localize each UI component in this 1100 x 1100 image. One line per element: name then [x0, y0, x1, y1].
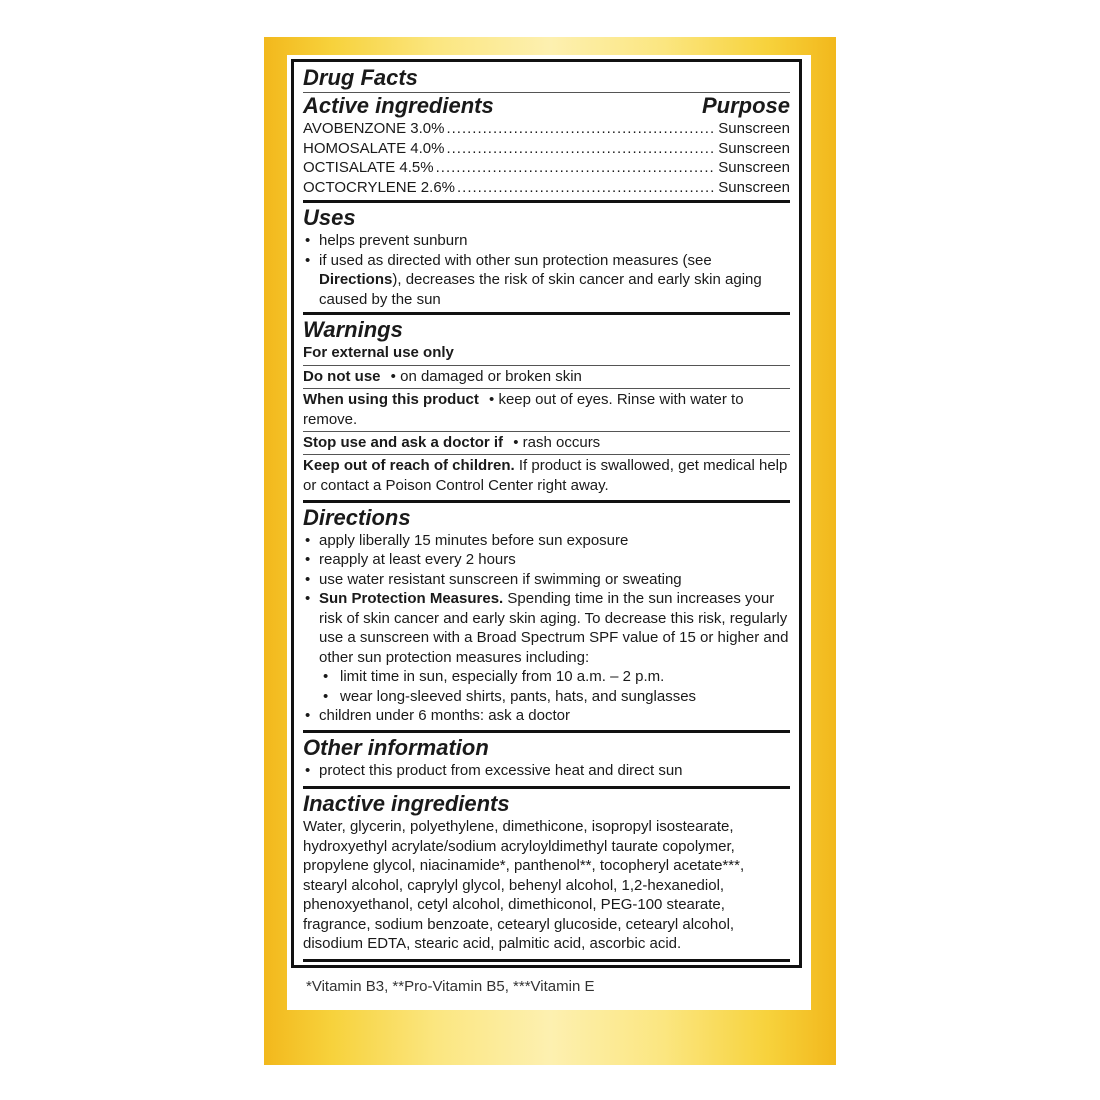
- leader-dots: [446, 119, 716, 139]
- other-information-item: • protect this product from excessive heat and direct sun: [303, 761, 790, 781]
- ingredient-purpose: Sunscreen: [718, 139, 790, 157]
- external-use-text: For external use only: [303, 344, 454, 361]
- leader-dots: [457, 178, 716, 198]
- inactive-ingredients-text: Water, glycerin, polyethylene, dimethicone, isopropyl isostearate, hydroxyethyl acrylate/sodium acryloyldimethyl taurate copolymer, propylene glycol, niacinamide*, panthenol**, tocopheryl acetate***, stearyl alcohol, caprylyl glycol, behenyl alcohol, 1,2-hexanediol, phenoxyethanol, cetyl alcohol, dimethiconol, PEG-100 stearate, fragrance, sodium benzoate, cetearyl glucoside, cetearyl alcohol, disodium EDTA, stearic acid, palmitic acid, ascorbic acid.: [303, 818, 745, 952]
- stop-use-text: rash occurs: [522, 433, 601, 451]
- inactive-ingredients-heading: Inactive ingredients: [303, 791, 510, 816]
- ingredient-purpose: Sunscreen: [718, 120, 790, 137]
- drug-facts-panel: [291, 59, 802, 968]
- questions-section: [303, 959, 790, 969]
- directions-item: [303, 589, 790, 667]
- ingredient-row: [303, 139, 790, 159]
- directions-section: [303, 500, 790, 730]
- other-information-heading: Other information: [303, 734, 489, 760]
- keep-out-line: [303, 454, 790, 497]
- uses-item-text: if used as directed with other sun protection measures (see: [319, 251, 712, 269]
- active-ingredients-header: [303, 92, 790, 119]
- ingredient-purpose: Sunscreen: [718, 178, 790, 196]
- ingredient-name: HOMOSALATE 4.0%: [303, 139, 445, 157]
- do-not-use-text: on damaged or broken skin: [400, 367, 582, 385]
- directions-item: • reapply at least every 2 hours: [303, 550, 790, 570]
- stop-use-label: Stop use and ask a doctor if: [303, 433, 504, 451]
- ingredient-row: [303, 119, 790, 139]
- ingredient-row: [303, 178, 790, 201]
- ingredient-purpose: Sunscreen: [718, 159, 790, 176]
- warnings-heading: Warnings: [303, 317, 403, 342]
- directions-item: • use water resistant sunscreen if swimming or sweating: [303, 570, 790, 590]
- questions-heading: [331, 968, 596, 969]
- ingredient-name: OCTISALATE 4.5%: [303, 159, 434, 176]
- directions-subitem: • wear long-sleeved shirts, pants, hats, and sunglasses: [303, 687, 790, 707]
- do-not-use-line: [303, 365, 790, 388]
- sun-protection-text: Spending time in the sun increases your risk of skin cancer and early skin aging. To decrease this risk, regularly use a sunscreen with a Broad Spectrum SPF value of 15 or higher and other sun protection measures including:: [319, 590, 789, 666]
- questions-block: [303, 962, 790, 969]
- ingredient-name: OCTOCRYLENE 2.6%: [303, 178, 455, 196]
- uses-item-text: ), decreases the risk of skin cancer and early skin aging caused by the sun: [319, 271, 762, 308]
- directions-reference: Directions: [319, 271, 393, 288]
- drug-facts-title: Drug Facts: [303, 65, 418, 90]
- other-information-section: [303, 730, 790, 787]
- leader-dots: [436, 158, 717, 178]
- bullet: •: [489, 390, 495, 408]
- uses-section: [303, 200, 790, 312]
- when-using-label: When using this product: [303, 390, 479, 408]
- directions-heading: Directions: [303, 504, 411, 530]
- uses-heading: Uses: [303, 205, 356, 230]
- inactive-ingredients-section: [303, 786, 790, 959]
- stop-use-line: [303, 431, 790, 454]
- ingredient-name: AVOBENZONE 3.0%: [303, 120, 445, 137]
- bullet: •: [513, 433, 519, 451]
- ingredient-row: [303, 158, 790, 178]
- bullet: •: [390, 367, 396, 385]
- active-ingredients-section: [303, 65, 790, 200]
- purpose-heading: Purpose: [701, 93, 790, 118]
- directions-subitem: • limit time in sun, especially from 10 a.m. – 2 p.m.: [303, 667, 790, 687]
- directions-item: • apply liberally 15 minutes before sun exposure: [303, 531, 790, 551]
- warnings-section: [303, 312, 790, 500]
- when-using-line: [303, 388, 790, 431]
- directions-item: • children under 6 months: ask a doctor: [303, 706, 790, 726]
- keep-out-text: If product is swallowed, get medical help or contact a Poison Control Center right away.: [303, 456, 788, 494]
- uses-item: [303, 251, 790, 310]
- keep-out-label: Keep out of reach of children.: [303, 456, 515, 474]
- uses-item: • helps prevent sunburn: [303, 231, 790, 251]
- leader-dots: [446, 139, 716, 159]
- vitamin-footnote: *Vitamin B3, **Pro-Vitamin B5, ***Vitamin E: [306, 978, 595, 995]
- do-not-use-label: Do not use: [303, 367, 381, 385]
- when-using-text: keep out of eyes. Rinse with water to remove.: [303, 390, 744, 428]
- active-ingredients-heading: Active ingredients: [303, 93, 494, 118]
- sun-protection-label: Sun Protection Measures.: [319, 590, 504, 607]
